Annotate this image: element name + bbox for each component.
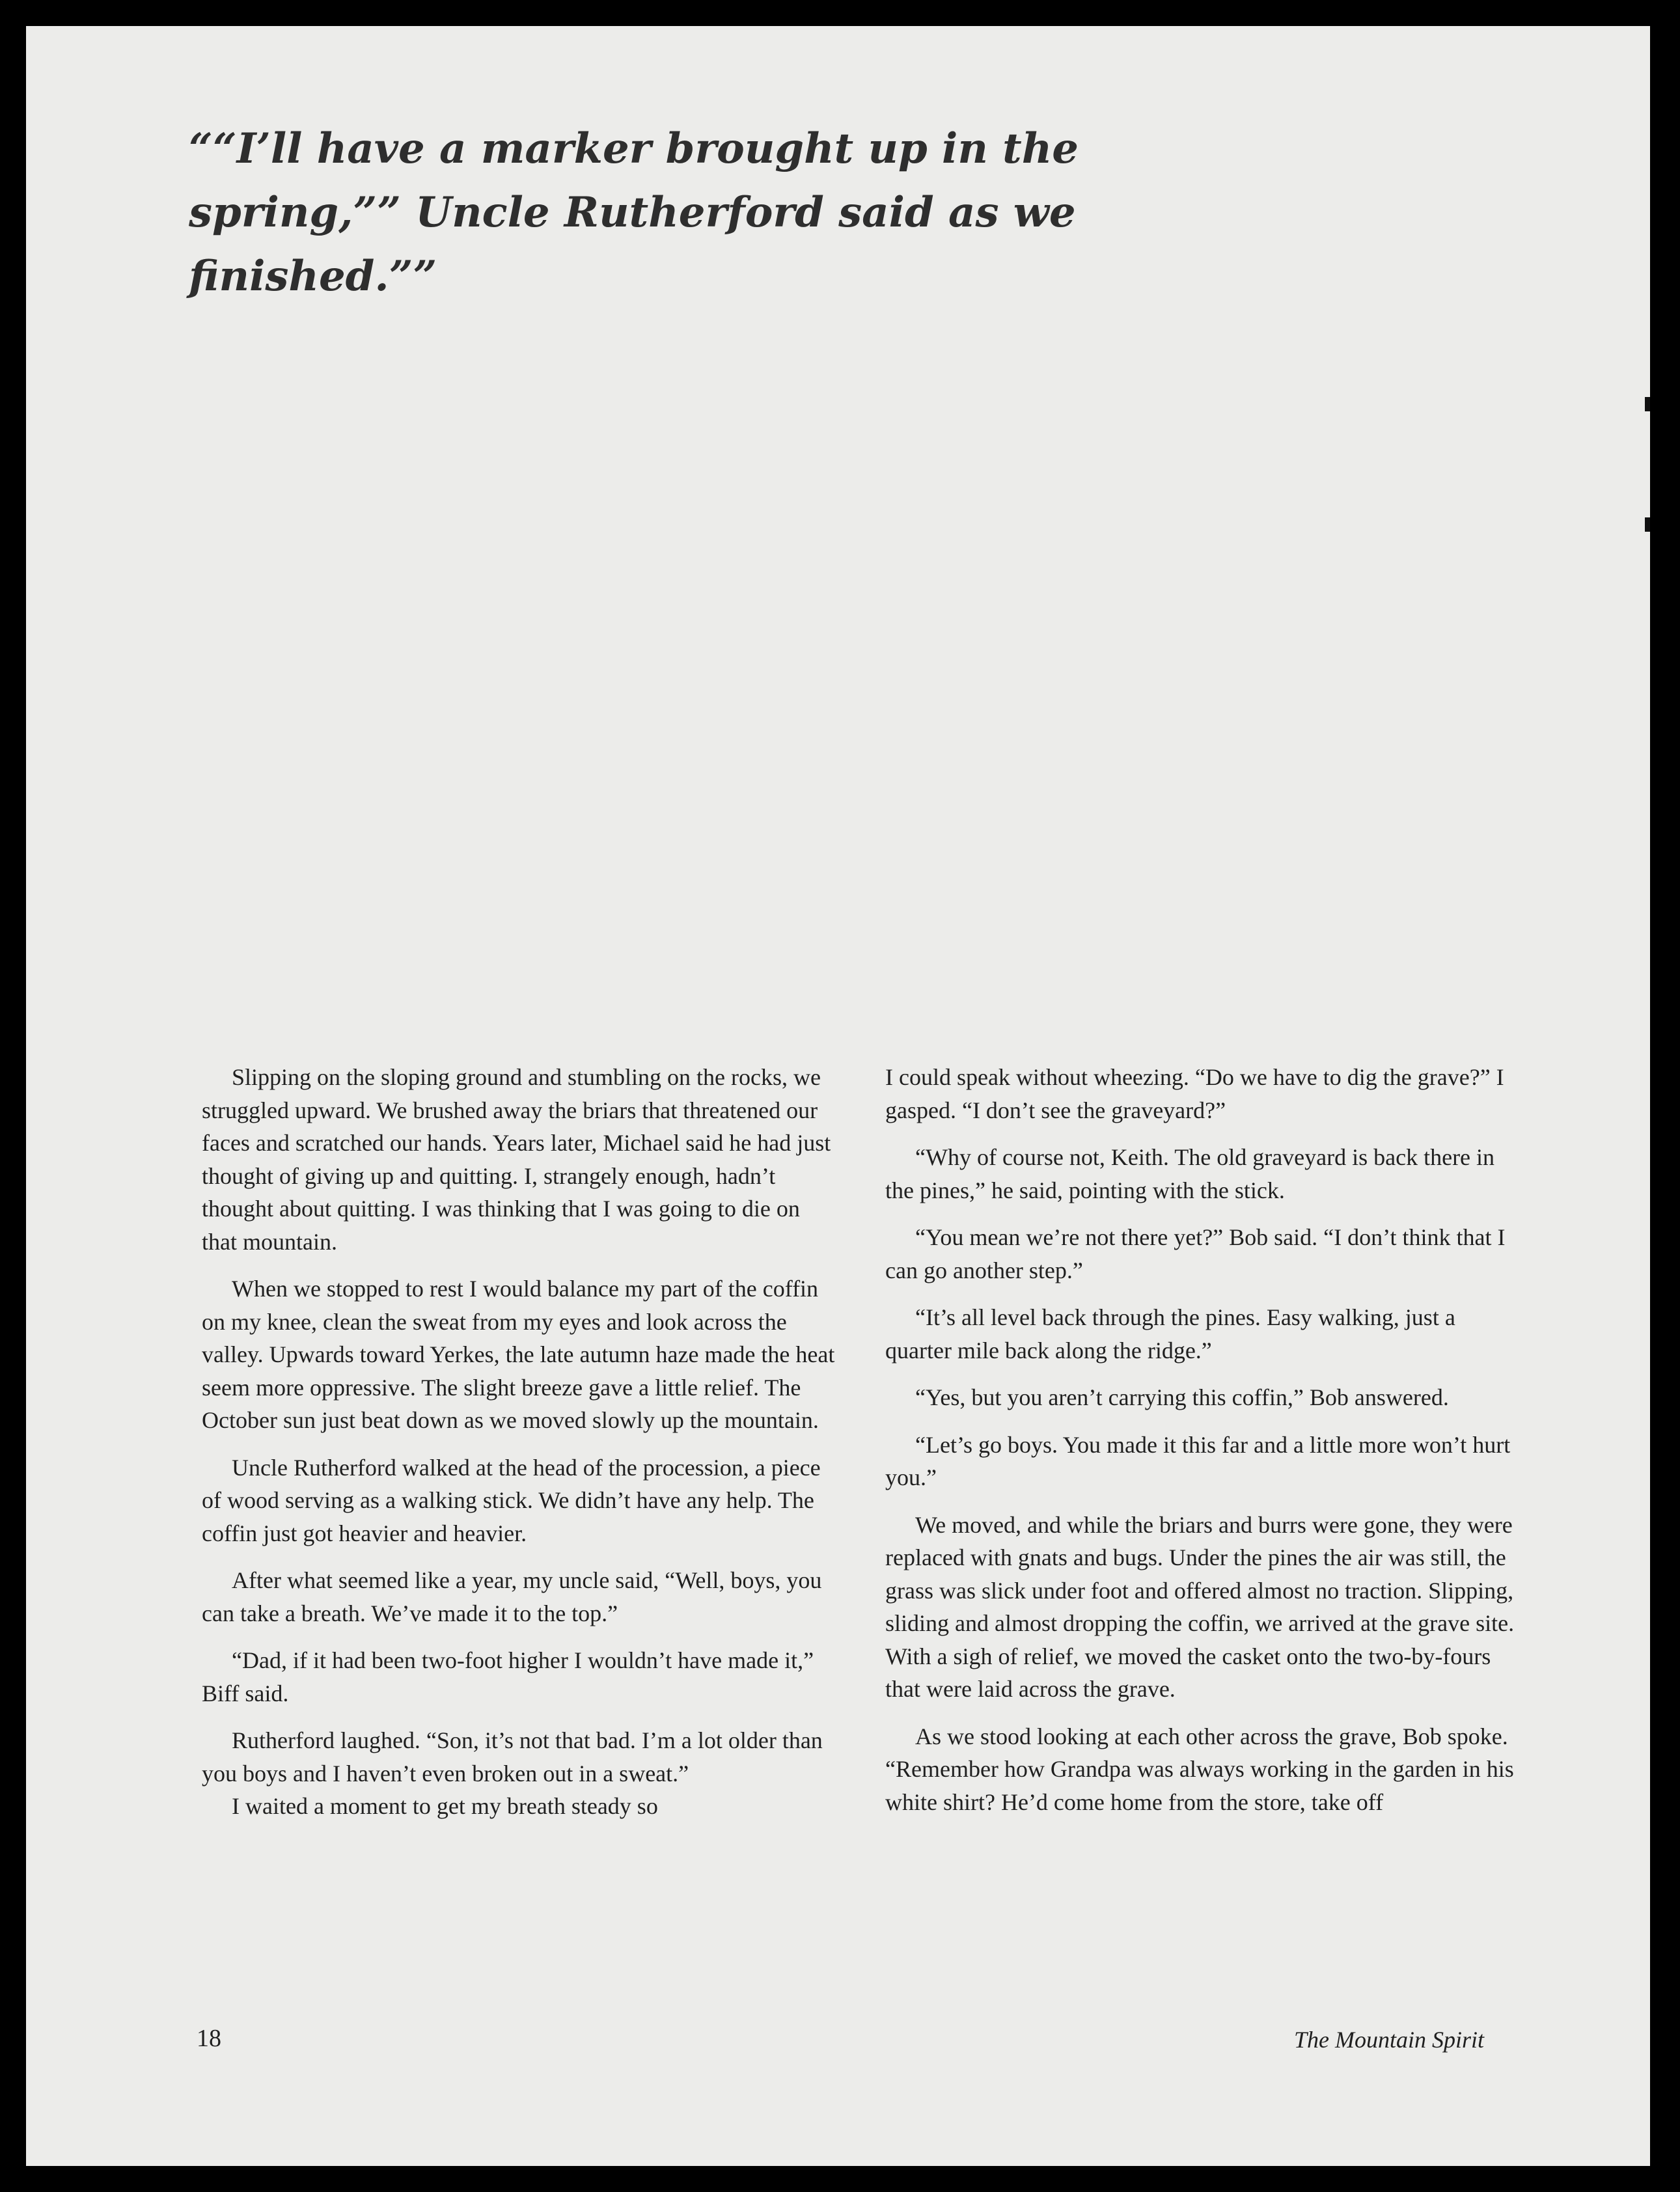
paragraph: Slipping on the sloping ground and stumbling on the rocks, we struggled upward. We brushed away the briars that threatened our faces and scratched our hands. Years later, Michael said he had just thought of giving up and quitting. I, strangely enough, hadn’t thought about quitting. I was thinking that I was going to die on that mountain. — [202, 1064, 831, 1255]
paragraph: After what seemed like a year, my uncle said, “Well, boys, you can take a breath. We’ve made it to the top.” — [202, 1567, 822, 1626]
pull-quote: ““I’ll have a marker brought up in the spring,”” Uncle Rutherford said as we finished.”” — [189, 124, 1079, 301]
right-text-column — [885, 1061, 1523, 1833]
scan-edge-mark — [1645, 397, 1650, 411]
paragraph: I waited a moment to get my breath steady so — [232, 1793, 658, 1819]
publication-title: The Mountain Spirit — [1293, 2027, 1484, 2053]
paragraph: Rutherford laughed. “Son, it’s not that bad. I’m a lot older than you boys and I haven’t even broken out in a sweat.” — [202, 1727, 823, 1787]
magazine-page — [26, 26, 1650, 2166]
paragraph: “Dad, if it had been two-foot higher I wouldn’t have made it,” Biff said. — [202, 1647, 814, 1706]
paragraph: “It’s all level back through the pines. Easy walking, just a quarter mile back along the ridge.” — [885, 1304, 1455, 1363]
page-number: 18 — [197, 2025, 221, 2052]
paragraph: “Let’s go boys. You made it this far and a little more won’t hurt you.” — [885, 1431, 1511, 1490]
paragraph: We moved, and while the briars and burrs were gone, they were replaced with gnats and bugs. Under the pines the air was still, the grass was slick under foot and offered almost no traction. Slipping, sliding and almost dropping the coffin, we arrived at the grave site. With a sigh of relief, we moved the casket onto the two-by-fours that were laid across the grave. — [885, 1511, 1515, 1702]
left-text-column — [202, 1061, 840, 1837]
paragraph: Uncle Rutherford walked at the head of the procession, a piece of wood serving as a walking stick. We didn’t have any help. The coffin just got heavier and heavier. — [202, 1454, 821, 1546]
scan-edge-mark — [1645, 517, 1650, 532]
paragraph: “Yes, but you aren’t carrying this coffin,” Bob answered. — [915, 1384, 1449, 1410]
paragraph: “Why of course not, Keith. The old graveyard is back there in the pines,” he said, pointing with the stick. — [885, 1144, 1495, 1203]
paragraph: As we stood looking at each other across the grave, Bob spoke. “Remember how Grandpa was always working in the garden in his white shirt? He’d come home from the store, take off — [885, 1723, 1514, 1815]
paragraph-continued: I could speak without wheezing. “Do we have to dig the grave?” I gasped. “I don’t see the graveyard?” — [885, 1064, 1504, 1123]
paragraph: When we stopped to rest I would balance my part of the coffin on my knee, clean the sweat from my eyes and look across the valley. Upwards toward Yerkes, the late autumn haze made the heat seem more oppressive. The slight breeze gave a little relief. The October sun just beat down as we moved slowly up the mountain. — [202, 1276, 835, 1433]
paragraph: “You mean we’re not there yet?” Bob said. “I don’t think that I can go another step.” — [885, 1224, 1506, 1283]
